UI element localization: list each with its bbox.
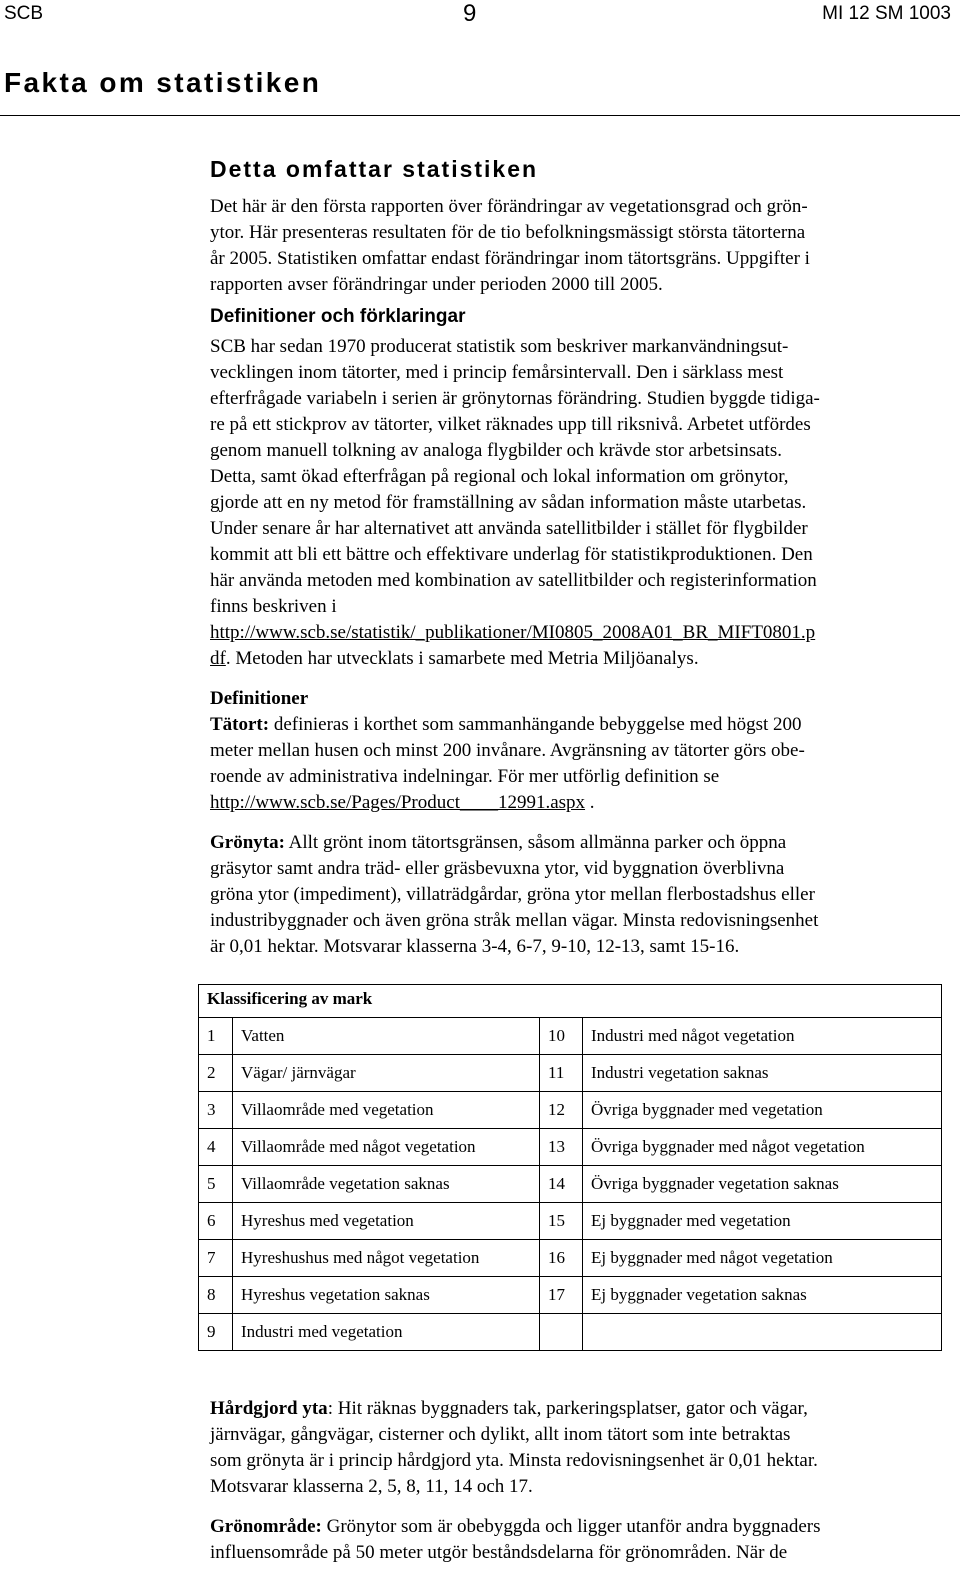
- text-line: Allt grönt inom tätortsgränsen, såsom allmänna parker och öppna: [284, 832, 787, 853]
- text-line: genom manuell tolkning av analoga flygbilder och krävde stor arbetsinsats.: [210, 440, 782, 461]
- text-line: ytor. Här presenteras resultaten för de tio befolkningsmässigt största tätorterna: [210, 222, 806, 243]
- class-label: Ej byggnader med något vegetation: [583, 1240, 942, 1277]
- text-line: : Hit räknas byggnaders tak, parkeringsplatser, gator och vägar,: [327, 1398, 808, 1419]
- class-label: Villaområde med något vegetation: [233, 1129, 540, 1166]
- class-label: Övriga byggnader vegetation saknas: [583, 1166, 942, 1203]
- header-publisher: SCB: [4, 3, 44, 24]
- text-line: år 2005. Statistiken omfattar endast förändringar inom tätortsgräns. Uppgifter i: [210, 248, 810, 269]
- table-row: [199, 1092, 942, 1129]
- text-line: efterfrågade variabeln i serien är grönytornas förändring. Studien byggde tidiga-: [210, 388, 820, 409]
- class-label: Industri med något vegetation: [583, 1018, 942, 1055]
- tatort-definition-link[interactable]: http://www.scb.se/Pages/Product____12991.aspx: [210, 792, 586, 813]
- definition-gronyta: [210, 830, 950, 960]
- section-heading-definitions: Definitioner och förklaringar: [210, 306, 466, 327]
- class-label: Industri vegetation saknas: [583, 1055, 942, 1092]
- text-line: Grönytor som är obebyggda och ligger utanför andra byggnaders: [321, 1516, 821, 1537]
- class-number: 17: [540, 1277, 583, 1314]
- text-line: gjorde att en ny metod för framställning av sådan information måste utarbetas.: [210, 492, 807, 513]
- text-line: . Metoden har utvecklats i samarbete med Metria Miljöanalys.: [225, 648, 699, 669]
- text-line: re på ett stickprov av tätorter, vilket räknades upp till riksnivå. Arbetet utfördes: [210, 414, 811, 435]
- class-label: Övriga byggnader med något vegetation: [583, 1129, 942, 1166]
- main-content: [210, 154, 950, 960]
- table-row: [199, 1240, 942, 1277]
- definitions-heading: Definitioner: [210, 688, 309, 709]
- text-line: gräsytor samt andra träd- eller gräsbevuxna ytor, vid byggnation överblivna: [210, 858, 785, 879]
- class-number: [540, 1314, 583, 1351]
- text-line: gröna ytor (impediment), villaträdgårdar, gröna ytor mellan flerbostadshus eller: [210, 884, 815, 905]
- text-line: definieras i korthet som sammanhängande bebyggelse med högst 200: [269, 714, 802, 735]
- definition-gronomrade: [210, 1514, 950, 1566]
- publication-link-line1: http://www.scb.se/statistik/_publikationer/MI0805_2008A01_BR_MIFT0801.p: [210, 622, 816, 643]
- text-line: är 0,01 hektar. Motsvarar klasserna 3-4, 6-7, 9-10, 12-13, samt 15-16.: [210, 936, 740, 957]
- class-label: Industri med vegetation: [233, 1314, 540, 1351]
- class-number: 13: [540, 1129, 583, 1166]
- text-line: roende av administrativa indelningar. För mer utförlig definition se: [210, 766, 720, 787]
- text-line: här använda metoden med kombination av satellitbilder och registerinformation: [210, 570, 817, 591]
- class-number: 16: [540, 1240, 583, 1277]
- term-gronomrade: Grönområde:: [210, 1516, 322, 1537]
- class-number: 3: [199, 1092, 233, 1129]
- text-line: industribyggnader och även gröna stråk mellan vägar. Minsta redovisningsenhet: [210, 910, 819, 931]
- text-line: finns beskriven i: [210, 596, 337, 617]
- class-label: Villaområde med vegetation: [233, 1092, 540, 1129]
- table-row: [199, 1314, 942, 1351]
- text-line: Motsvarar klasserna 2, 5, 8, 11, 14 och 17.: [210, 1476, 533, 1497]
- class-number: 5: [199, 1166, 233, 1203]
- term-tatort: Tätort:: [210, 714, 270, 735]
- text-line: järnvägar, gångvägar, cisterner och dylikt, allt inom tätort som inte betraktas: [210, 1424, 791, 1445]
- class-number: 12: [540, 1092, 583, 1129]
- text-line: Under senare år har alternativet att använda satellitbilder i stället för flygbilder: [210, 518, 808, 539]
- text-line: SCB har sedan 1970 producerat statistik som beskriver markanvändningsut-: [210, 336, 789, 357]
- class-label: Villaområde vegetation saknas: [233, 1166, 540, 1203]
- class-label: Hyreshus med vegetation: [233, 1203, 540, 1240]
- table-caption: Klassificering av mark: [199, 985, 942, 1018]
- class-number: 8: [199, 1277, 233, 1314]
- class-label: Ej byggnader med vegetation: [583, 1203, 942, 1240]
- text-line: .: [585, 792, 595, 813]
- class-label: Vatten: [233, 1018, 540, 1055]
- page-header: [0, 0, 960, 28]
- scope-paragraph: [210, 194, 950, 298]
- text-line: som grönyta är i princip hårdgjord yta. Minsta redovisningsenhet är 0,01 hektar.: [210, 1450, 818, 1471]
- class-label: Övriga byggnader med vegetation: [583, 1092, 942, 1129]
- table-row: [199, 1018, 942, 1055]
- class-label: [583, 1314, 942, 1351]
- class-label: Hyreshushus med något vegetation: [233, 1240, 540, 1277]
- definitions-paragraph: [210, 334, 950, 672]
- text-line: kommit att bli ett bättre och effektivare underlag för statistikproduktionen. Den: [210, 544, 813, 565]
- class-label: Vägar/ järnvägar: [233, 1055, 540, 1092]
- text-line: vecklingen inom tätorter, med i princip femårsintervall. Den i särklass mest: [210, 362, 784, 383]
- section-heading-scope: Detta omfattar statistiken: [210, 156, 539, 182]
- text-line: rapporten avser förändringar under perioden 2000 till 2005.: [210, 274, 663, 295]
- class-label: Hyreshus vegetation saknas: [233, 1277, 540, 1314]
- table-row: [199, 1203, 942, 1240]
- class-number: 14: [540, 1166, 583, 1203]
- page-number: 9: [463, 0, 477, 27]
- table-row: [199, 1277, 942, 1314]
- class-number: 9: [199, 1314, 233, 1351]
- term-hardgjord-yta: Hårdgjord yta: [210, 1398, 328, 1419]
- page-title: Fakta om statistiken: [4, 67, 322, 98]
- table-row: [199, 1166, 942, 1203]
- publication-link-line2: df: [210, 648, 226, 669]
- class-number: 4: [199, 1129, 233, 1166]
- class-label: Ej byggnader vegetation saknas: [583, 1277, 942, 1314]
- text-line: Detta, samt ökad efterfrågan på regional och lokal information om grönytor,: [210, 466, 789, 487]
- classification-table: [198, 984, 942, 1351]
- title-divider: [0, 115, 960, 116]
- class-number: 15: [540, 1203, 583, 1240]
- class-number: 1: [199, 1018, 233, 1055]
- header-report-id: MI 12 SM 1003: [822, 3, 951, 24]
- definition-hardgjord-yta: [210, 1396, 950, 1500]
- text-line: Det här är den första rapporten över förändringar av vegetationsgrad och grön-: [210, 196, 808, 217]
- class-number: 11: [540, 1055, 583, 1092]
- definition-tatort: [210, 712, 950, 816]
- class-number: 10: [540, 1018, 583, 1055]
- class-number: 2: [199, 1055, 233, 1092]
- class-number: 6: [199, 1203, 233, 1240]
- table-row: [199, 1129, 942, 1166]
- text-line: influensområde på 50 meter utgör beståndsdelarna för grönområden. När de: [210, 1542, 788, 1563]
- table-row: [199, 1055, 942, 1092]
- table-caption-row: [199, 985, 942, 1018]
- class-number: 7: [199, 1240, 233, 1277]
- lower-definitions: [210, 1396, 950, 1566]
- term-gronyta: Grönyta:: [210, 832, 285, 853]
- text-line: meter mellan husen och minst 200 invånare. Avgränsning av tätorter görs obe-: [210, 740, 805, 761]
